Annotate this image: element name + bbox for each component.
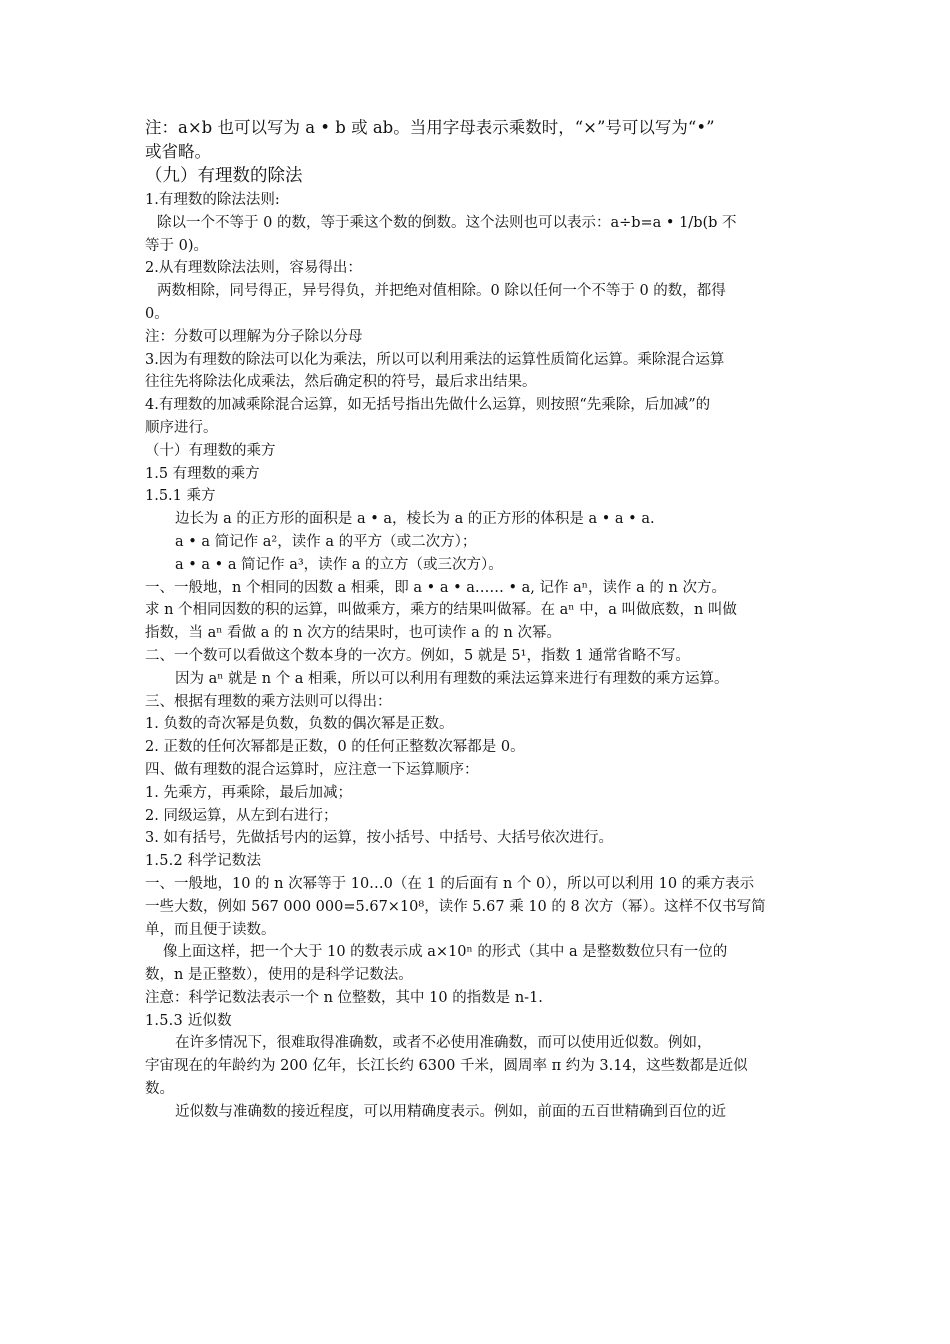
subsection-1-5-1: 1.5.1 乘方 [145,488,216,505]
division-point-4-line-1: 4.有理数的加减乘除混合运算，如无括号指出先做什么运算，则按照“先乘除，后加减”的 [145,397,711,414]
power-intro-line: 边长为 a 的正方形的面积是 a • a，棱长为 a 的正方形的体积是 a • a • a. [175,511,655,528]
power-general-line-3: 指数，当 aⁿ 看做 a 的 n 次方的结果时，也可读作 a 的 n 次幂。 [145,625,561,642]
scientific-line-3: 单，而且便于读数。 [145,921,276,938]
order-rule-1: 1. 先乘方，再乘除，最后加减； [145,784,352,801]
note-multiplication-line-2: 或省略。 [145,142,211,161]
power-rule-2: 2. 正数的任何次幂都是正数，0 的任何正整数次幂都是 0。 [145,739,525,756]
approx-line-2: 宇宙现在的年龄约为 200 亿年，长江长约 6300 千米，圆周率 π 约为 3.14，这些数都是近似 [145,1058,748,1075]
approx-line-3: 数。 [145,1081,174,1098]
division-rule-text-1: 除以一个不等于 0 的数，等于乘这个数的倒数。这个法则也可以表示：a÷b=a • 1/b(b 不 [157,214,737,231]
power-general-line-2: 求 n 个相同因数的积的运算，叫做乘方，乘方的结果叫做幂。在 aⁿ 中，a 叫做底数，n 叫做 [145,602,737,619]
division-point-3-line-1: 3.因为有理数的除法可以化为乘法，所以可以利用乘法的运算性质简化运算。乘除混合运算 [145,351,725,368]
subsection-1-5: 1.5 有理数的乘方 [145,465,260,482]
power-rules-title: 三、根据有理数的乘方法则可以得出： [145,693,392,710]
power-multiplication-line: 因为 aⁿ 就是 n 个 a 相乘，所以可以利用有理数的乘法运算来进行有理数的乘方运算。 [175,670,729,687]
division-rule-title: 1.有理数的除法法则: [145,192,280,208]
division-point-3-line-2: 往往先将除法化成乘法，然后确定积的符号，最后求出结果。 [145,374,537,391]
scientific-note: 注意：科学记数法表示一个 n 位整数，其中 10 的指数是 n-1. [145,989,543,1006]
approx-line-1: 在许多情况下，很难取得准确数，或者不必使用准确数，而可以使用近似数。例如， [175,1035,712,1052]
power-square-line: a • a 简记作 a²，读作 a 的平方（或二次方）； [175,533,477,550]
power-general-line-1: 一、一般地，n 个相同的因数 a 相乘，即 a • a • a…… • a, 记作 aⁿ，读作 a 的 n 次方。 [145,579,726,596]
section-heading-power: （十）有理数的乘方 [145,442,276,459]
scientific-def-line-1: 像上面这样，把一个大于 10 的数表示成 a×10ⁿ 的形式（其中 a 是整数数位只有一位的 [163,944,728,961]
document-page [145,116,810,1124]
power-rule-1: 1. 负数的奇次幂是负数，负数的偶次幂是正数。 [145,716,454,733]
power-first-power-line: 二、一个数可以看做这个数本身的一次方。例如，5 就是 5¹，指数 1 通常省略不写。 [145,647,690,664]
division-derivation-title: 2.从有理数除法法则，容易得出： [145,260,362,277]
note-multiplication-line-1: 注：a×b 也可以写为 a • b 或 ab。当用字母表示乘数时，“×”号可以写为“•” [145,118,715,137]
order-title: 四、做有理数的混合运算时，应注意一下运算顺序： [145,761,479,778]
division-rule-text-2: 等于 0)。 [145,237,208,254]
order-rule-2: 2. 同级运算，从左到右进行； [145,807,338,824]
section-heading-division: （九）有理数的除法 [145,166,303,186]
power-cube-line: a • a • a 简记作 a³，读作 a 的立方（或三次方）。 [175,556,503,573]
scientific-line-1: 一、一般地，10 的 n 次幂等于 10…0（在 1 的后面有 n 个 0），所以可以利用 10 的乘方表示 [145,875,755,892]
subsection-1-5-2: 1.5.2 科学记数法 [145,853,262,870]
division-point-4-line-2: 顺序进行。 [145,419,218,436]
order-rule-3: 3. 如有括号，先做括号内的运算，按小括号、中括号、大括号依次进行。 [145,830,613,847]
note-fraction: 注：分数可以理解为分子除以分母 [145,328,363,345]
division-derivation-text-2: 0。 [145,305,169,322]
scientific-line-2: 一些大数，例如 567 000 000=5.67×10⁸，读作 5.67 乘 10 的 8 次方（幂）。这样不仅书写简 [145,898,766,915]
subsection-1-5-3: 1.5.3 近似数 [145,1012,232,1029]
division-derivation-text-1: 两数相除，同号得正，异号得负，并把绝对值相除。0 除以任何一个不等于 0 的数，都得 [157,283,726,300]
approx-line-4: 近似数与准确数的接近程度，可以用精确度表示。例如，前面的五百世精确到百位的近 [175,1103,726,1120]
scientific-def-line-2: 数，n 是正整数），使用的是科学记数法。 [145,967,413,984]
